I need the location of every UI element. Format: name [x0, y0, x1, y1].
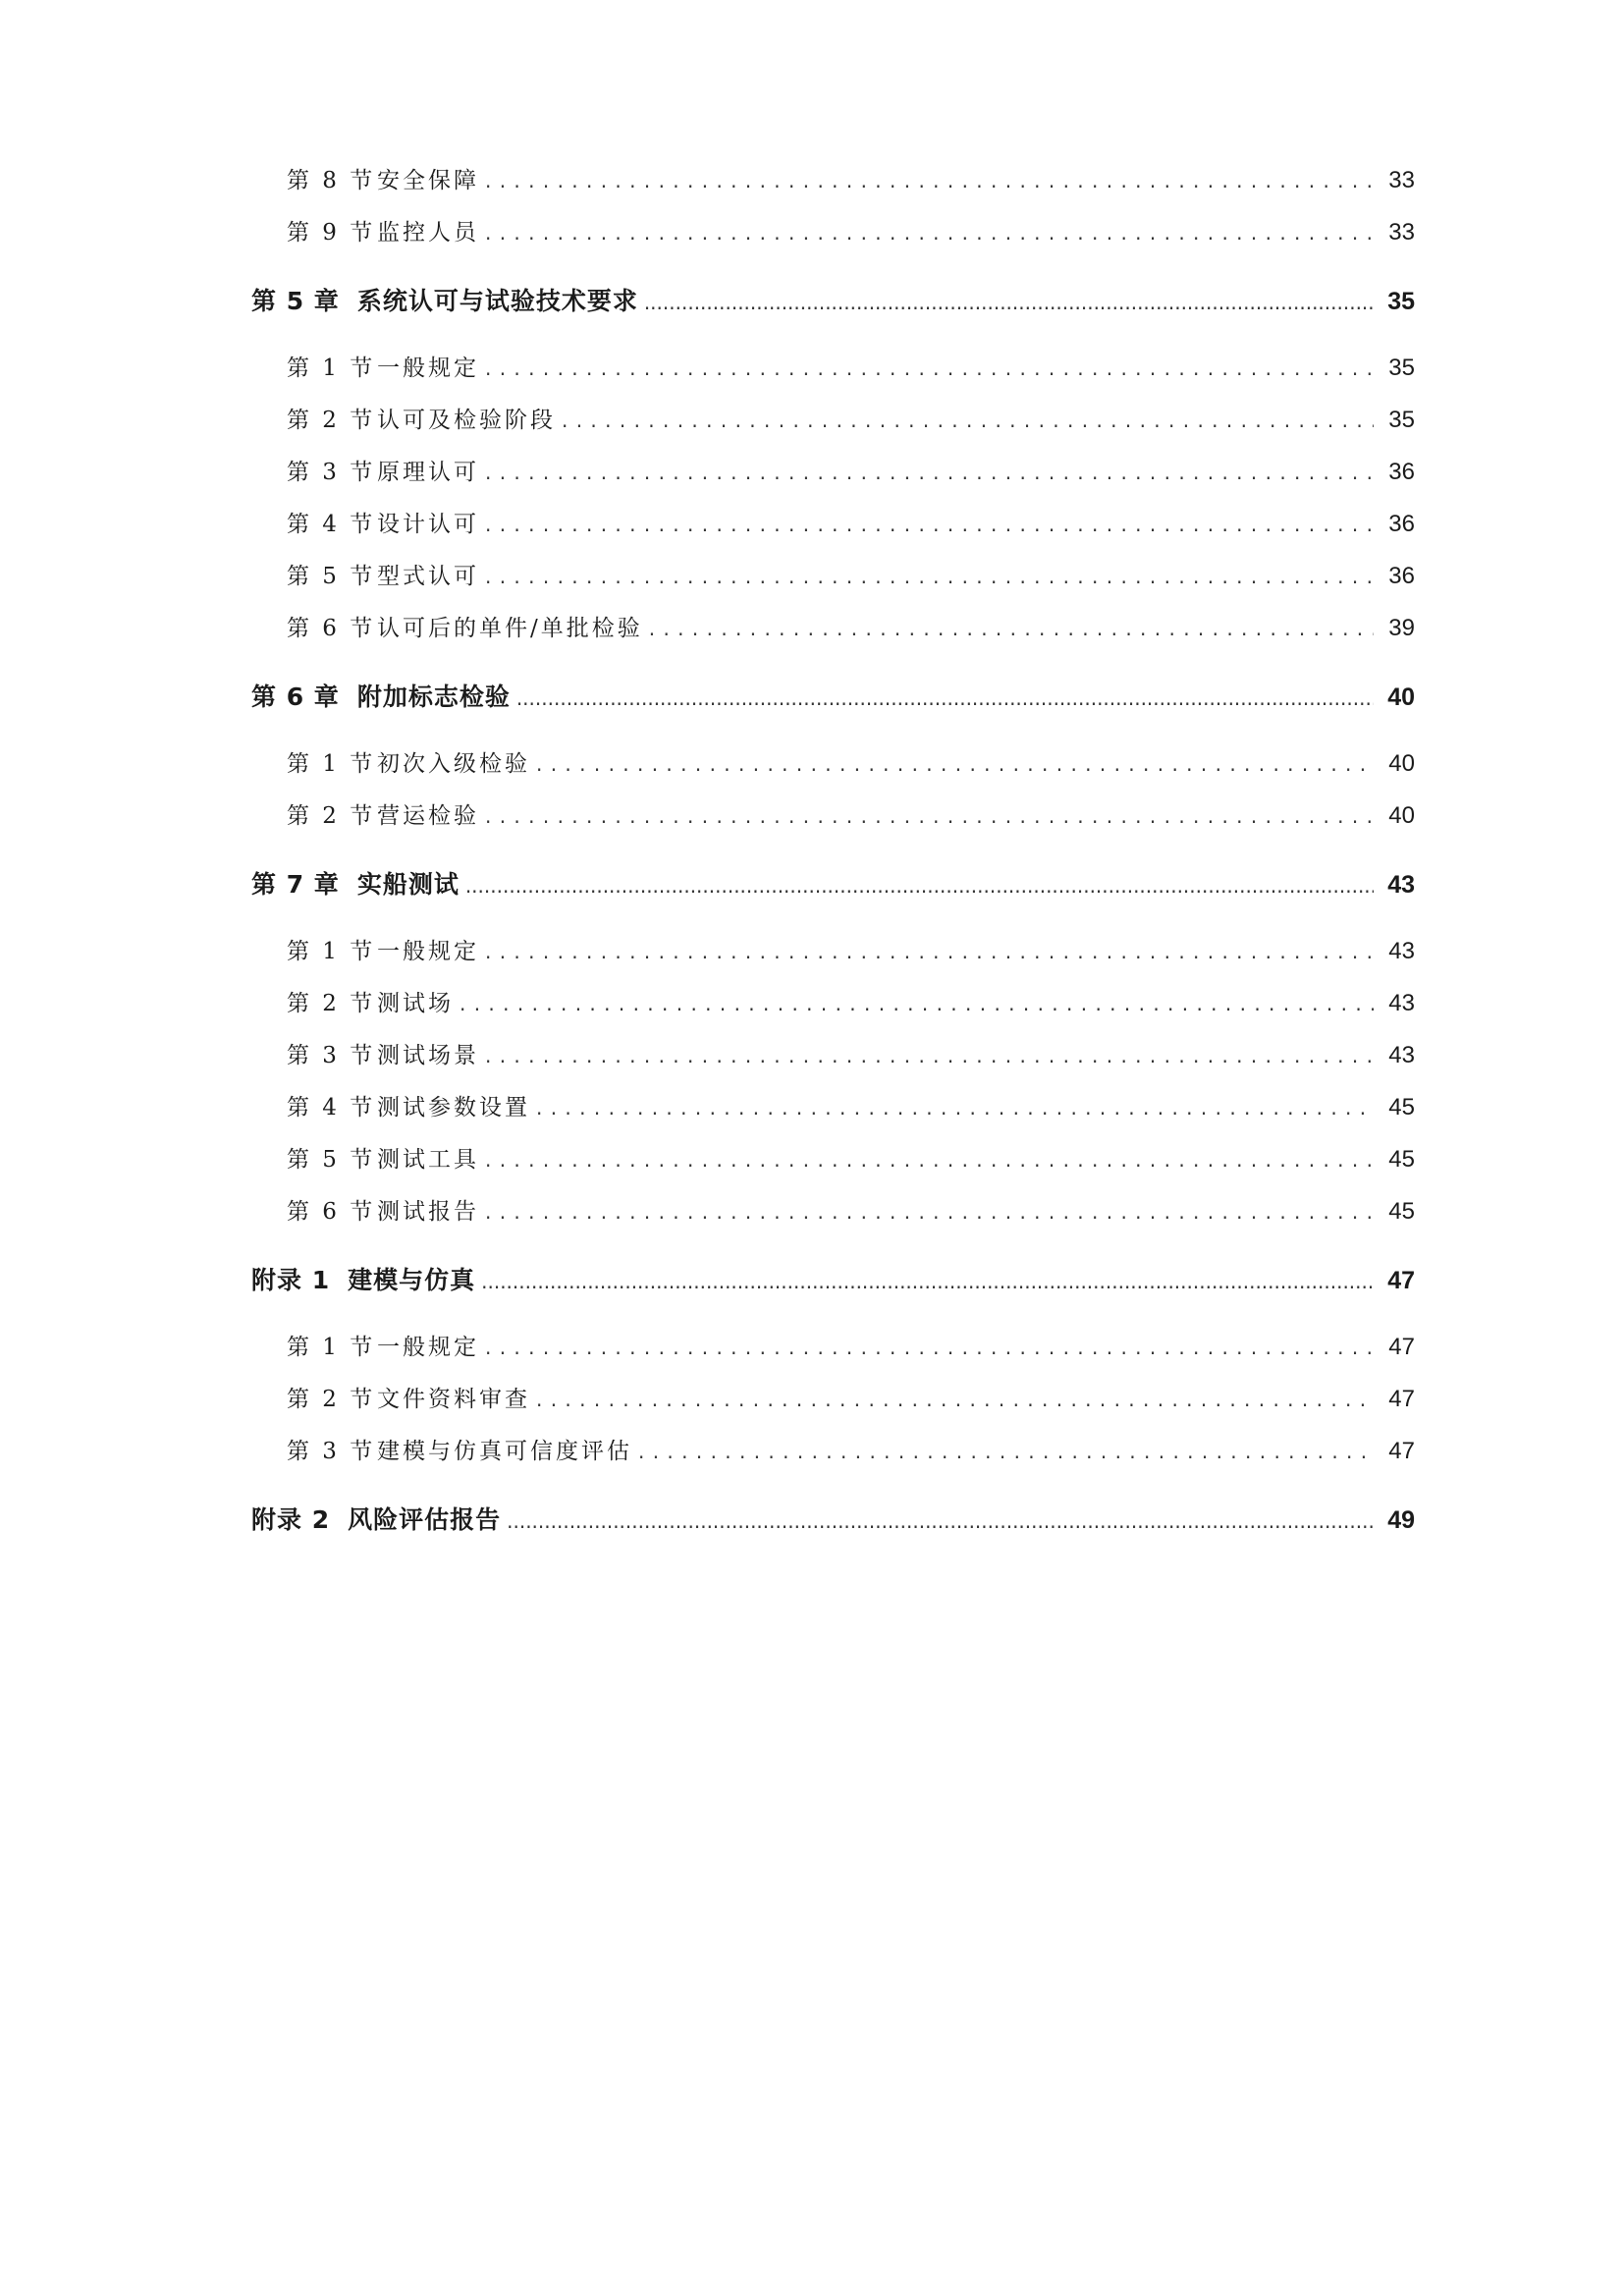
toc-entry-label	[287, 1381, 530, 1413]
toc-entry-title: 实船测试	[356, 870, 460, 899]
toc-dot-leader	[485, 512, 1374, 537]
toc-dot-leader	[485, 460, 1374, 485]
toc-section-entry[interactable]	[251, 610, 1415, 662]
toc-entry-title: 建模与仿真	[348, 1266, 476, 1294]
toc-dot-leader	[536, 1095, 1374, 1121]
toc-page-number: 47	[1388, 1334, 1415, 1360]
toc-entry-label	[287, 1329, 479, 1361]
toc-dot-leader	[485, 803, 1374, 829]
toc-page-number: 33	[1388, 167, 1415, 193]
toc-dot-leader	[507, 1505, 1374, 1534]
toc-page-number: 49	[1387, 1506, 1415, 1534]
toc-entry-label	[287, 214, 479, 246]
toc-entry-label	[251, 865, 460, 901]
toc-entry-number: 第 1 节	[287, 751, 376, 777]
toc-entry-number: 第 2 节	[287, 408, 376, 433]
toc-entry-number: 附录 1	[251, 1266, 331, 1294]
toc-entry-title: 原理认可	[377, 460, 479, 485]
toc-dot-leader	[649, 616, 1374, 641]
toc-entry-label	[251, 282, 638, 317]
toc-entry-title: 型式认可	[377, 564, 479, 589]
toc-page-number: 43	[1387, 871, 1415, 899]
toc-dot-leader	[485, 355, 1374, 381]
toc-dot-leader	[485, 1147, 1374, 1173]
toc-entry-title: 测试场景	[377, 1043, 479, 1068]
toc-section-entry[interactable]	[251, 933, 1415, 985]
toc-entry-number: 第 1 节	[287, 1335, 376, 1360]
toc-page-number: 40	[1387, 683, 1415, 711]
toc-entry-number: 第 6 节	[287, 616, 376, 641]
table-of-contents	[251, 162, 1415, 1568]
toc-section-entry[interactable]	[251, 402, 1415, 454]
toc-entry-title: 一般规定	[377, 1335, 479, 1360]
toc-dot-leader	[485, 1335, 1374, 1360]
toc-entry-title: 认可及检验阶段	[377, 408, 556, 433]
toc-dot-leader	[516, 683, 1374, 711]
toc-entry-number: 附录 2	[251, 1505, 331, 1534]
toc-section-entry[interactable]	[251, 745, 1415, 797]
toc-entry-number: 第 9 节	[287, 220, 376, 246]
toc-entry-number: 第 4 节	[287, 512, 376, 537]
toc-entry-label	[287, 933, 479, 965]
toc-chapter-entry[interactable]	[251, 678, 1415, 730]
toc-dot-leader	[638, 1439, 1374, 1464]
toc-entry-title: 营运检验	[377, 803, 479, 829]
toc-entry-label	[287, 162, 479, 194]
toc-entry-number: 第 5 节	[287, 564, 376, 589]
toc-section-entry[interactable]	[251, 162, 1415, 214]
toc-section-entry[interactable]	[251, 1037, 1415, 1089]
toc-section-entry[interactable]	[251, 1089, 1415, 1141]
toc-page-number: 47	[1388, 1438, 1415, 1464]
toc-page-number: 39	[1388, 615, 1415, 641]
toc-entry-title: 一般规定	[377, 939, 479, 964]
toc-dot-leader	[644, 287, 1374, 315]
toc-entry-label	[287, 1433, 632, 1465]
toc-entry-number: 第 3 节	[287, 1439, 376, 1464]
toc-page-number: 35	[1388, 407, 1415, 433]
toc-entry-title: 认可后的单件/单批检验	[377, 616, 643, 641]
toc-entry-label	[287, 1193, 479, 1226]
toc-page-number: 36	[1388, 563, 1415, 589]
toc-dot-leader	[536, 751, 1374, 777]
toc-entry-number: 第 3 节	[287, 1043, 376, 1068]
toc-section-entry[interactable]	[251, 985, 1415, 1037]
toc-entry-number: 第 5 节	[287, 1147, 376, 1173]
toc-dot-leader	[485, 939, 1374, 964]
toc-dot-leader	[485, 220, 1374, 246]
toc-entry-title: 测试工具	[377, 1147, 479, 1173]
toc-entry-label	[287, 1141, 479, 1174]
toc-entry-label	[287, 558, 479, 590]
toc-entry-number: 第 2 节	[287, 1387, 376, 1412]
toc-page-number: 43	[1388, 938, 1415, 964]
toc-entry-number: 第 6 章	[251, 683, 340, 711]
toc-entry-title: 测试参数设置	[377, 1095, 530, 1121]
toc-page-number: 43	[1388, 1042, 1415, 1068]
toc-entry-label	[287, 745, 530, 778]
toc-entry-title: 测试报告	[377, 1199, 479, 1225]
toc-page-number: 47	[1387, 1267, 1415, 1294]
toc-page-number: 45	[1388, 1094, 1415, 1121]
toc-section-entry[interactable]	[251, 1141, 1415, 1193]
toc-dot-leader	[536, 1387, 1374, 1412]
toc-entry-number: 第 3 节	[287, 460, 376, 485]
toc-dot-leader	[485, 564, 1374, 589]
toc-entry-number: 第 4 节	[287, 1095, 376, 1121]
toc-entry-label	[287, 610, 643, 642]
toc-entry-title: 监控人员	[377, 220, 479, 246]
toc-dot-leader	[562, 408, 1374, 433]
toc-page-number: 35	[1388, 355, 1415, 381]
toc-entry-label	[251, 678, 511, 713]
toc-entry-number: 第 1 节	[287, 355, 376, 381]
toc-dot-leader	[485, 168, 1374, 193]
toc-entry-number: 第 7 章	[251, 870, 340, 899]
toc-entry-number: 第 2 节	[287, 803, 376, 829]
toc-chapter-entry[interactable]	[251, 1501, 1415, 1553]
toc-section-entry[interactable]	[251, 558, 1415, 610]
toc-entry-title: 系统认可与试验技术要求	[356, 287, 638, 315]
toc-entry-number: 第 8 节	[287, 168, 376, 193]
toc-entry-title: 安全保障	[377, 168, 479, 193]
toc-chapter-entry[interactable]	[251, 282, 1415, 334]
toc-section-entry[interactable]	[251, 1193, 1415, 1245]
toc-entry-label	[287, 1089, 530, 1121]
toc-entry-title: 初次入级检验	[377, 751, 530, 777]
toc-dot-leader	[481, 1266, 1374, 1294]
toc-entry-title: 风险评估报告	[348, 1505, 502, 1534]
toc-entry-label	[287, 454, 479, 486]
toc-section-entry[interactable]	[251, 1381, 1415, 1433]
toc-page-number: 47	[1388, 1386, 1415, 1412]
toc-entry-label	[287, 350, 479, 382]
toc-entry-label	[287, 402, 556, 434]
toc-chapter-entry[interactable]	[251, 1261, 1415, 1313]
toc-page-number: 43	[1388, 990, 1415, 1016]
toc-entry-label	[287, 506, 479, 538]
toc-chapter-entry[interactable]	[251, 865, 1415, 917]
toc-section-entry[interactable]	[251, 1329, 1415, 1381]
toc-entry-label	[287, 985, 454, 1017]
toc-section-entry[interactable]	[251, 350, 1415, 402]
toc-page-number: 33	[1388, 219, 1415, 246]
toc-page-number: 40	[1388, 750, 1415, 777]
toc-section-entry[interactable]	[251, 797, 1415, 849]
toc-entry-number: 第 5 章	[251, 287, 340, 315]
toc-dot-leader	[460, 991, 1374, 1016]
toc-entry-label	[287, 1037, 479, 1069]
toc-section-entry[interactable]	[251, 214, 1415, 266]
toc-entry-title: 一般规定	[377, 355, 479, 381]
toc-entry-title: 附加标志检验	[356, 683, 511, 711]
toc-page-number: 36	[1388, 459, 1415, 485]
toc-entry-label	[287, 797, 479, 830]
toc-page-number: 45	[1388, 1146, 1415, 1173]
toc-entry-label	[251, 1261, 475, 1296]
toc-entry-title: 建模与仿真可信度评估	[377, 1439, 632, 1464]
toc-section-entry[interactable]	[251, 454, 1415, 506]
toc-entry-title: 文件资料审查	[377, 1387, 530, 1412]
toc-entry-title: 设计认可	[377, 512, 479, 537]
toc-section-entry[interactable]	[251, 506, 1415, 558]
toc-entry-number: 第 1 节	[287, 939, 376, 964]
toc-entry-label	[251, 1501, 501, 1536]
toc-dot-leader	[485, 1043, 1374, 1068]
toc-page-number: 45	[1388, 1198, 1415, 1225]
toc-page-number: 35	[1387, 288, 1415, 315]
toc-dot-leader	[485, 1199, 1374, 1225]
toc-entry-title: 测试场	[377, 991, 454, 1016]
toc-page-number: 36	[1388, 511, 1415, 537]
toc-entry-number: 第 6 节	[287, 1199, 376, 1225]
toc-entry-number: 第 2 节	[287, 991, 376, 1016]
toc-dot-leader	[465, 870, 1374, 899]
toc-page-number: 40	[1388, 802, 1415, 829]
toc-section-entry[interactable]	[251, 1433, 1415, 1485]
